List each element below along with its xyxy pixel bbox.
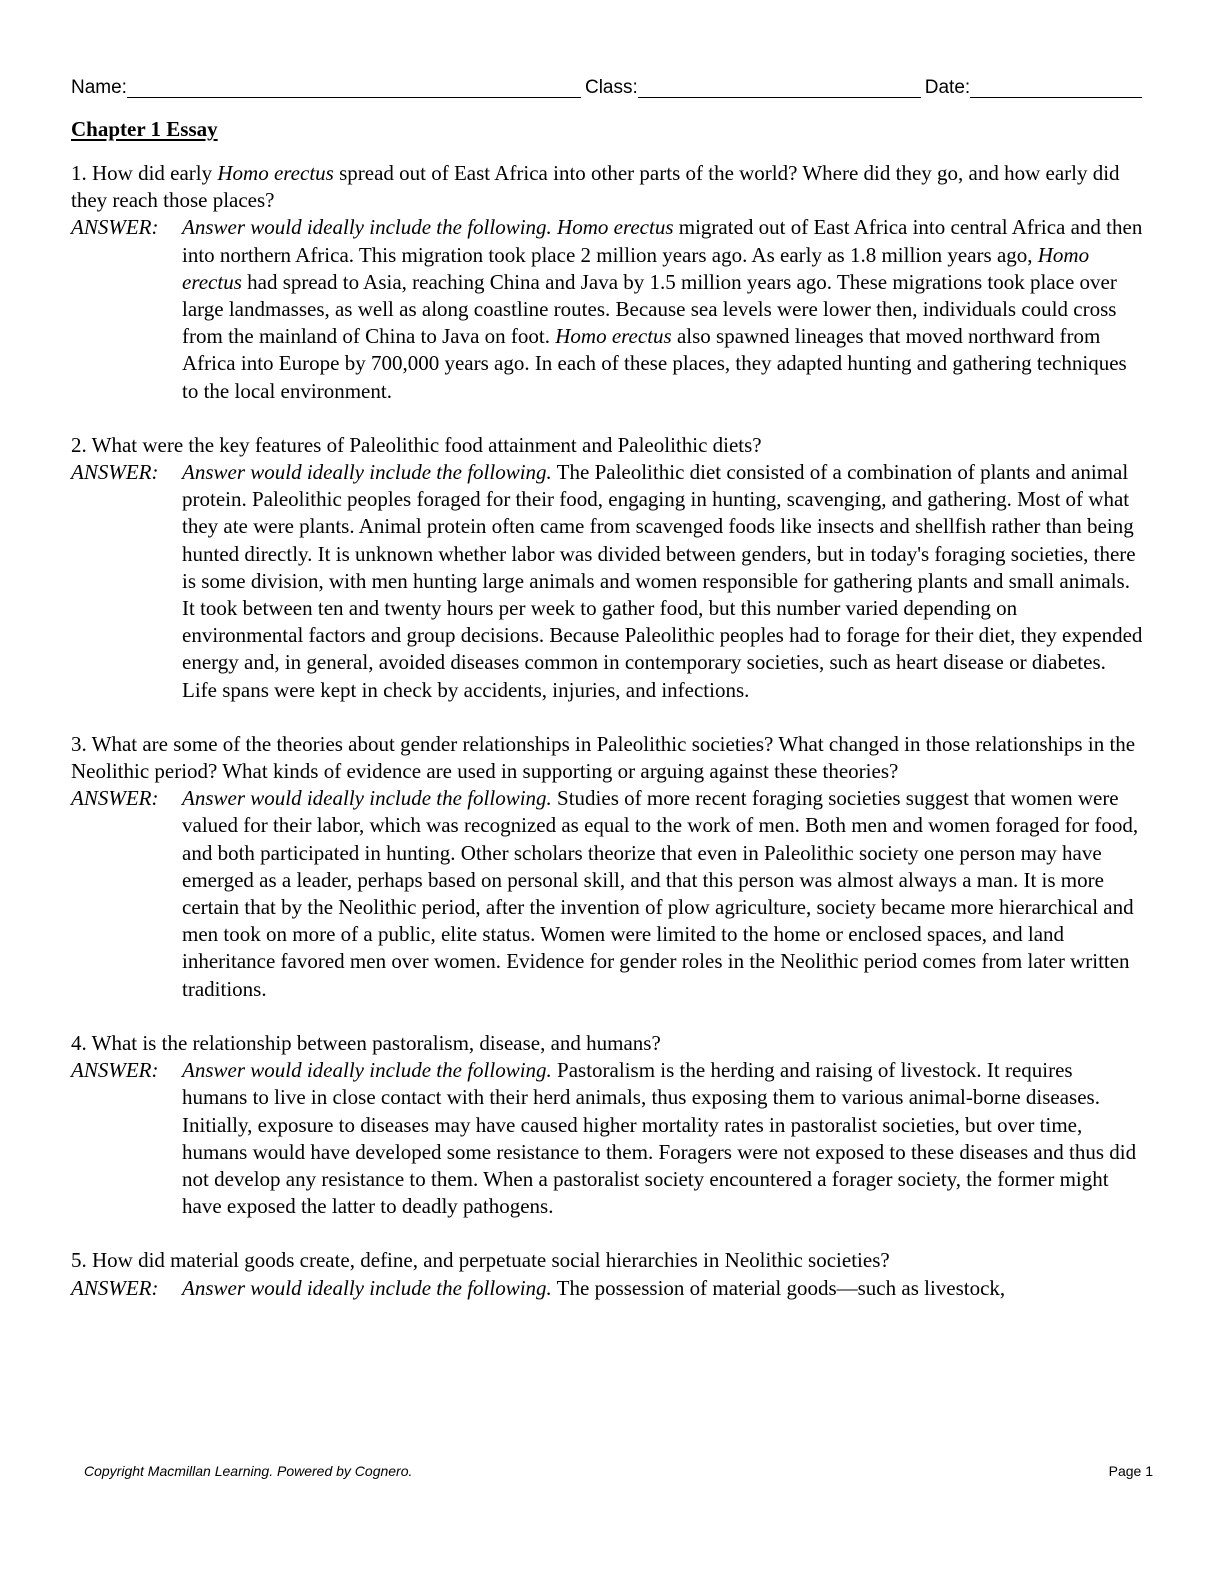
spacer (71, 1003, 1143, 1030)
answer-intro: Answer would ideally include the following. (182, 1058, 552, 1083)
answer-text-part: migrated out of East Africa into central Africa and then into northern Africa. This migration took place 2 million years ago. As early as 1.8 million years ago, (182, 215, 1143, 267)
copyright-notice: Copyright Macmillan Learning. Powered by Cognero. (84, 1463, 413, 1479)
answer-intro: Answer would ideally include the following. (182, 1275, 552, 1300)
answer-text: The Paleolithic diet consisted of a combination of plants and animal protein. Paleolithic peoples foraged for their food, engaging in hunting, scavenging, and gathering. Most of what they ate were plants. Animal protein often came from scavenged foods like insects and shellfish rather than being hunted directly. It is unknown whether labor was divided between genders, but in today's foraging societies, there is some division, with men hunting large animals and women responsible for gathering plants and small animals. It took between ten and twenty hours per week to gather food, but this number varied depending on environmental factors and group decisions. Because Paleolithic peoples had to forage for their diet, they expended energy and, in general, avoided diseases common in contemporary societies, such as heart disease or diabetes. Life spans were kept in check by accidents, injuries, and infections. (182, 460, 1143, 702)
question-text-part: 1. How did early (71, 161, 218, 185)
question-1 (71, 160, 1143, 214)
answer-1 (71, 214, 1143, 404)
essay-questions (71, 160, 1143, 1302)
answer-5 (71, 1275, 1143, 1302)
answer-3 (71, 785, 1143, 1003)
question-2: 2. What were the key features of Paleolithic food attainment and Paleolithic diets? (71, 432, 762, 457)
answer-italic-term: Homo erectus (557, 215, 674, 240)
answer-text: Studies of more recent foraging societies suggest that women were valued for their labor, which was recognized as equal to the work of men. Both men and women foraged for food, and both participated in hunting. Other scholars theorize that even in Paleolithic society one person may have emerged as a leader, perhaps based on personal skill, and that this person was almost always a man. It is more certain that by the Neolithic period, after the invention of plow agriculture, society became more hierarchical and men took on more of a public, elite status. Women were limited to the home or enclosed spaces, and land inheritance favored men over women. Evidence for gender roles in the Neolithic period comes from later written traditions. (182, 786, 1139, 1001)
date-blank-line (970, 79, 1142, 98)
answer-label: ANSWER: (71, 1058, 159, 1083)
answer-text: The possession of material goods—such as livestock, (556, 1275, 1006, 1300)
spacer (71, 1220, 1143, 1247)
class-label: Class: (584, 77, 638, 98)
answer-intro: Answer would ideally include the following. (182, 786, 552, 811)
question-3: 3. What are some of the theories about gender relationships in Paleolithic societies? What changed in those relationships in the Neolithic period? What kinds of evidence are used in supporting or arguing against these theories? (71, 731, 1136, 784)
answer-text-part: also spawned lineages that moved northward from Africa into Europe by 700,000 years ago. In each of these places, they adapted hunting and gathering techniques to the local environment. (182, 324, 1127, 403)
chapter-title: Chapter 1 Essay (71, 117, 218, 141)
answer-label: ANSWER: (71, 786, 159, 811)
name-label: Name: (71, 77, 127, 98)
student-info-line (71, 72, 1142, 98)
answer-2 (71, 459, 1143, 704)
date-label: Date: (924, 77, 971, 98)
page-footer (84, 1462, 1153, 1480)
question-5: 5. How did material goods create, define, and perpetuate social hierarchies in Neolithic societies? (71, 1248, 890, 1273)
answer-italic-term: Homo erectus (555, 324, 672, 349)
question-4: 4. What is the relationship between pastoralism, disease, and humans? (71, 1030, 661, 1055)
answer-label: ANSWER: (71, 215, 159, 240)
question-text-part: spread out of East Africa into other parts of the world? Where did they go, and how early did they reach those places? (71, 161, 1120, 213)
answer-text: Pastoralism is the herding and raising of livestock. It requires humans to live in close contact with their herd animals, thus exposing them to various animal-borne diseases. Initially, exposure to diseases may have caused higher mortality rates in pastoralist societies, but over time, humans would have developed some resistance to them. Foragers were not exposed to these diseases and thus did not develop any resistance to them. When a pastoralist society encountered a forager society, the former might have exposed the latter to deadly pathogens. (182, 1058, 1137, 1219)
spacer (71, 704, 1143, 731)
answer-label: ANSWER: (71, 460, 159, 485)
answer-italic-term: Homo erectus (182, 242, 1090, 294)
answer-label: ANSWER: (71, 1275, 159, 1300)
page-number: Page 1 (1108, 1463, 1153, 1479)
answer-4 (71, 1057, 1143, 1220)
class-blank-line (638, 79, 921, 98)
answer-text-part: had spread to Asia, reaching China and Java by 1.5 million years ago. These migrations took place over large landmasses, as well as along coastline routes. Because sea levels were lower then, individuals could cross from the mainland of China to Java on foot. (182, 269, 1117, 349)
spacer (71, 405, 1143, 432)
name-blank-line (127, 79, 581, 98)
answer-intro: Answer would ideally include the following. (182, 215, 552, 240)
answer-intro: Answer would ideally include the following. (182, 460, 552, 485)
question-italic-term: Homo erectus (217, 161, 334, 185)
